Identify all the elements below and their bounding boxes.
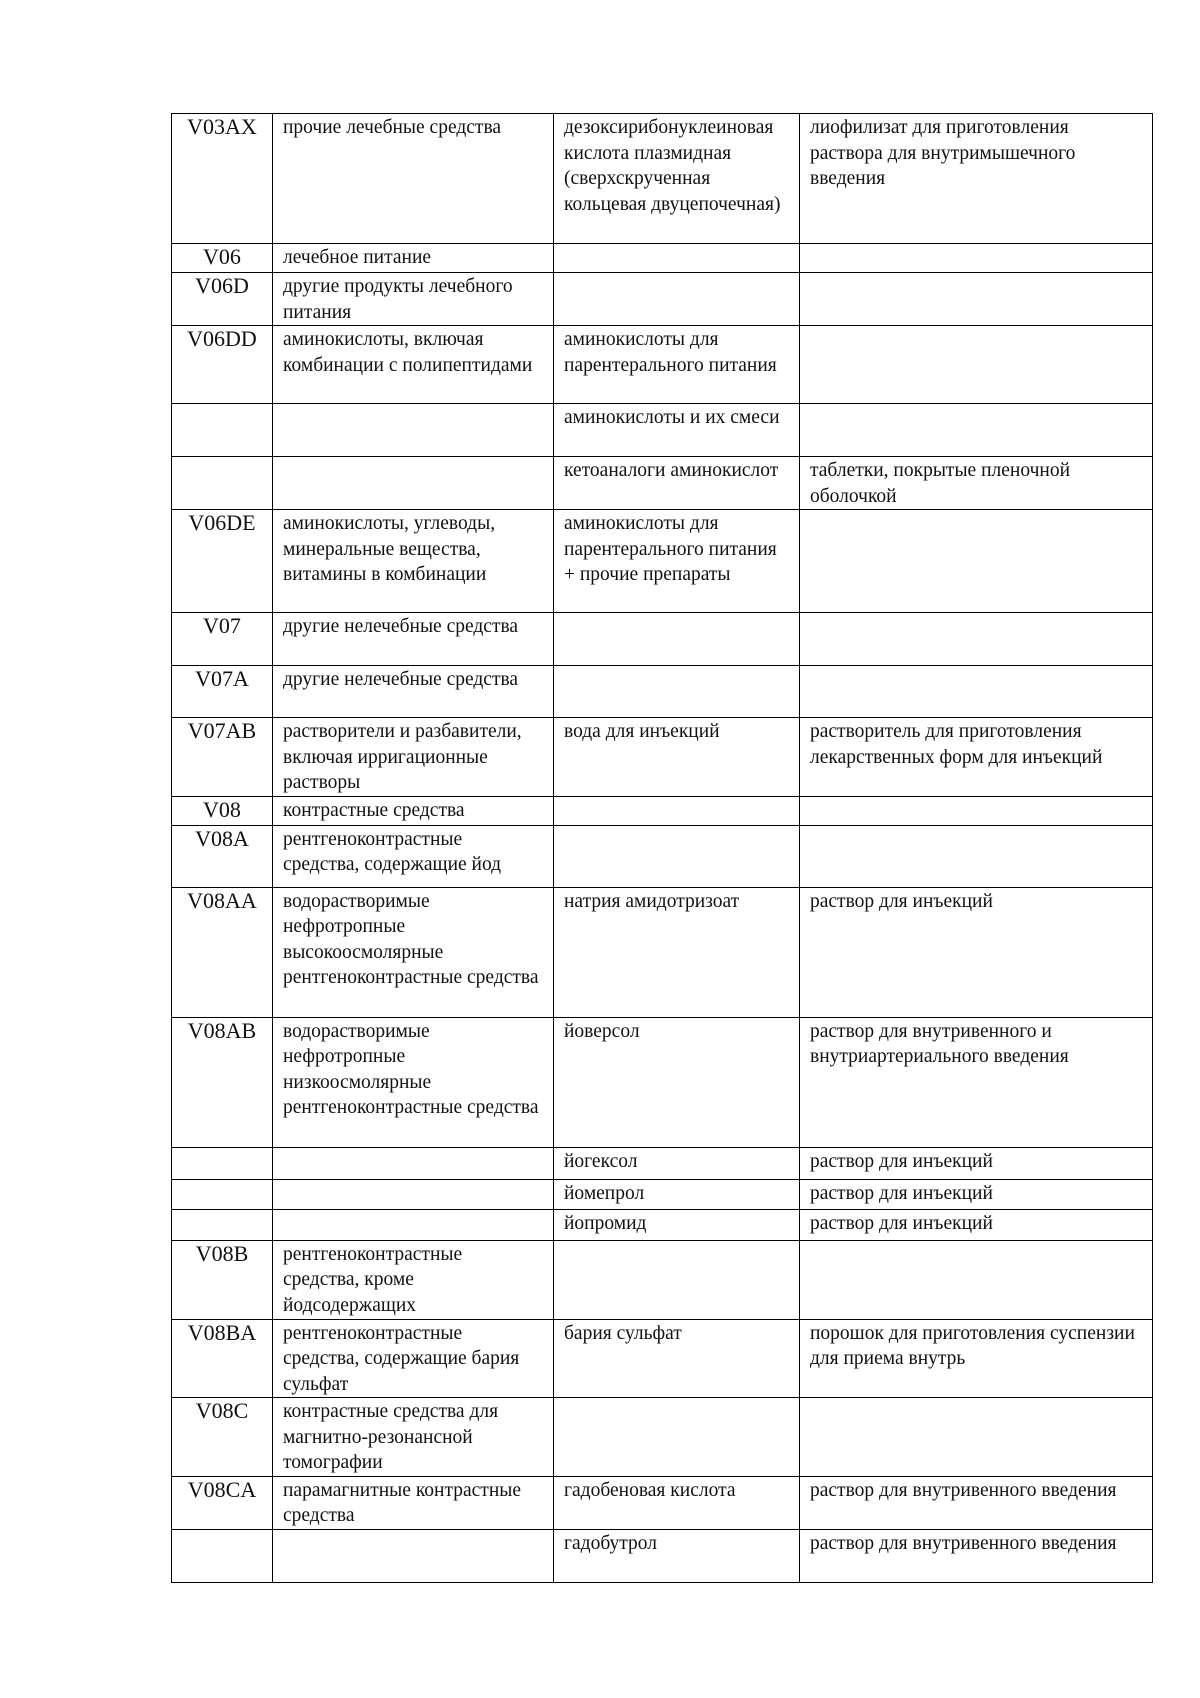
dosage-form-cell: раствор для инъекций [800,1179,1153,1209]
drug-name-cell: йогексол [554,1147,800,1179]
table-row [172,613,1153,666]
group-name-cell [273,457,554,510]
table-row [172,244,1153,273]
dosage-form-cell: раствор для инъекций [800,1147,1153,1179]
drug-name-cell: йомепрол [554,1179,800,1209]
atc-code-cell: V07AB [172,718,273,797]
group-name-cell [273,1147,554,1179]
drug-name-cell: гадобутрол [554,1529,800,1582]
dosage-form-cell [800,613,1153,666]
table-row [172,1017,1153,1147]
table-row [172,796,1153,825]
atc-code-cell [172,1179,273,1209]
atc-code-cell: V06D [172,273,273,326]
dosage-form-cell: лиофилизат для приготовления раствора для внутримышечного введения [800,114,1153,244]
dosage-form-cell [800,244,1153,273]
dosage-form-cell [800,273,1153,326]
table-row [172,718,1153,797]
group-name-cell: лечебное питание [273,244,554,273]
group-name-cell: контрастные средства [273,796,554,825]
atc-code-cell [172,404,273,457]
table-row [172,1147,1153,1179]
table-row [172,1398,1153,1477]
dosage-form-cell: таблетки, покрытые пленочной оболочкой [800,457,1153,510]
drug-name-cell [554,1240,800,1319]
atc-code-cell: V03AX [172,114,273,244]
group-name-cell [273,1179,554,1209]
drug-name-cell [554,273,800,326]
group-name-cell [273,404,554,457]
group-name-cell: аминокислоты, углеводы, минеральные вещества, витамины в комбинации [273,510,554,613]
atc-code-cell: V08C [172,1398,273,1477]
drug-name-cell: натрия амидотризоат [554,887,800,1017]
dosage-form-cell: растворитель для приготовления лекарственных форм для инъекций [800,718,1153,797]
drug-name-cell: бария сульфат [554,1319,800,1398]
group-name-cell: растворители и разбавители, включая ирригационные растворы [273,718,554,797]
group-name-cell: аминокислоты, включая комбинации с полипептидами [273,326,554,404]
table-row [172,326,1153,404]
atc-code-cell: V08CA [172,1476,273,1529]
table-row [172,273,1153,326]
atc-code-cell: V07 [172,613,273,666]
atc-code-cell [172,1209,273,1240]
atc-code-cell: V08A [172,825,273,887]
group-name-cell [273,1209,554,1240]
dosage-form-cell [800,796,1153,825]
table-row [172,1476,1153,1529]
group-name-cell: рентгеноконтрастные средства, кроме йодсодержащих [273,1240,554,1319]
table-row [172,404,1153,457]
atc-code-cell: V07A [172,666,273,718]
atc-code-cell: V08B [172,1240,273,1319]
group-name-cell: водорастворимые нефротропные высокоосмолярные рентгеноконтрастные средства [273,887,554,1017]
drug-name-cell: йопромид [554,1209,800,1240]
group-name-cell: прочие лечебные средства [273,114,554,244]
dosage-form-cell: раствор для инъекций [800,1209,1153,1240]
dosage-form-cell [800,326,1153,404]
table-row [172,666,1153,718]
drug-name-cell [554,613,800,666]
drug-name-cell: вода для инъекций [554,718,800,797]
group-name-cell: рентгеноконтрастные средства, содержащие йод [273,825,554,887]
atc-code-cell: V08AA [172,887,273,1017]
atc-code-cell: V08AB [172,1017,273,1147]
drug-name-cell: йоверсол [554,1017,800,1147]
group-name-cell [273,1529,554,1582]
dosage-form-cell: порошок для приготовления суспензии для приема внутрь [800,1319,1153,1398]
dosage-form-cell: раствор для внутривенного введения [800,1529,1153,1582]
drug-name-cell: кетоаналоги аминокислот [554,457,800,510]
atc-code-cell [172,1529,273,1582]
dosage-form-cell: раствор для внутривенного и внутриартериального введения [800,1017,1153,1147]
table-row [172,114,1153,244]
table-row [172,887,1153,1017]
drug-name-cell: дезоксирибонуклеиновая кислота плазмидная (сверхскрученная кольцевая двуцепочечная) [554,114,800,244]
drug-name-cell [554,244,800,273]
group-name-cell: водорастворимые нефротропные низкоосмолярные рентгеноконтрастные средства [273,1017,554,1147]
dosage-form-cell [800,1398,1153,1477]
drug-name-cell: гадобеновая кислота [554,1476,800,1529]
dosage-form-cell [800,404,1153,457]
drug-name-cell: аминокислоты и их смеси [554,404,800,457]
group-name-cell: другие продукты лечебного питания [273,273,554,326]
table-row [172,510,1153,613]
dosage-form-cell [800,510,1153,613]
drug-name-cell [554,796,800,825]
atc-code-cell: V06DE [172,510,273,613]
atc-code-cell [172,1147,273,1179]
dosage-form-cell: раствор для внутривенного введения [800,1476,1153,1529]
atc-code-cell: V08BA [172,1319,273,1398]
table-body [172,114,1153,1583]
dosage-form-cell: раствор для инъекций [800,887,1153,1017]
atc-code-cell: V06 [172,244,273,273]
atc-code-cell [172,457,273,510]
group-name-cell: рентгеноконтрастные средства, содержащие бария сульфат [273,1319,554,1398]
atc-code-cell: V08 [172,796,273,825]
drug-classification-table [171,113,1153,1583]
group-name-cell: контрастные средства для магнитно-резонансной томографии [273,1398,554,1477]
drug-name-cell [554,825,800,887]
group-name-cell: парамагнитные контрастные средства [273,1476,554,1529]
dosage-form-cell [800,666,1153,718]
dosage-form-cell [800,1240,1153,1319]
atc-code-cell: V06DD [172,326,273,404]
drug-name-cell: аминокислоты для парентерального питания + прочие препараты [554,510,800,613]
group-name-cell: другие нелечебные средства [273,666,554,718]
table-row [172,1179,1153,1209]
table-row [172,1240,1153,1319]
drug-name-cell: аминокислоты для парентерального питания [554,326,800,404]
group-name-cell: другие нелечебные средства [273,613,554,666]
table-row [172,1209,1153,1240]
table-row [172,1529,1153,1582]
table-row [172,825,1153,887]
dosage-form-cell [800,825,1153,887]
table-row [172,1319,1153,1398]
drug-name-cell [554,1398,800,1477]
table-row [172,457,1153,510]
drug-name-cell [554,666,800,718]
